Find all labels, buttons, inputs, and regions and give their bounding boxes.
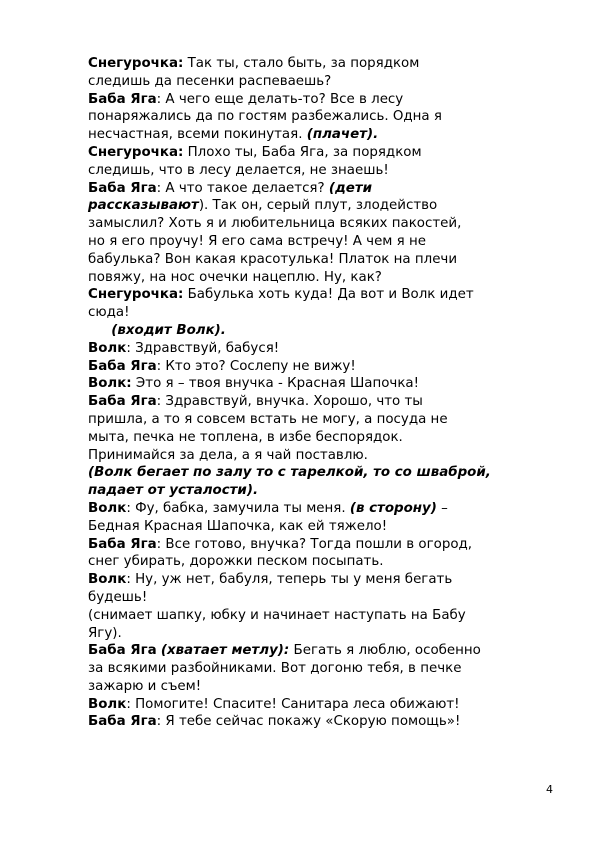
text-line bbox=[88, 215, 548, 233]
line-text: Это я – твоя внучка - Красная Шапочка! bbox=[131, 376, 420, 392]
text-line bbox=[88, 375, 548, 393]
line-text: Так ты, стало быть, за порядком bbox=[183, 56, 420, 71]
text-line bbox=[88, 482, 548, 500]
line-text: пришла, а то я совсем встать не могу, а посуда не bbox=[88, 411, 448, 427]
text-line bbox=[88, 625, 548, 643]
text-line bbox=[88, 447, 548, 465]
text-line bbox=[88, 233, 548, 251]
page-number: 4 bbox=[546, 783, 553, 796]
line-text: Ягу). bbox=[88, 625, 122, 641]
line-text: : Ну, уж нет, бабуля, теперь ты у меня бегать bbox=[126, 572, 453, 588]
text-line bbox=[88, 162, 548, 180]
speaker-name: Волк bbox=[88, 340, 127, 356]
line-text: ). Так он, серый плут, злодейство bbox=[198, 198, 438, 214]
text-line bbox=[88, 251, 548, 269]
line-text: Бабулька хоть куда! Да вот и Волк идет bbox=[183, 287, 474, 303]
text-line bbox=[88, 340, 548, 358]
stage-direction: рассказывают bbox=[88, 198, 199, 214]
speaker-name: Баба Яга bbox=[88, 91, 157, 107]
text-line bbox=[88, 197, 548, 215]
text-line bbox=[88, 429, 548, 447]
line-text: : Здравствуй, внучка. Хорошо, что ты bbox=[156, 394, 423, 410]
line-text: повяжу, на нос очечки нацеплю. Ну, как? bbox=[88, 269, 382, 285]
text-line bbox=[88, 411, 548, 429]
line-text: замыслил? Хоть я и любительница всяких пакостей, bbox=[88, 216, 462, 232]
speaker-name: Снегурочка: bbox=[88, 56, 184, 71]
stage-direction: (плачет). bbox=[306, 127, 379, 143]
text-line bbox=[88, 269, 548, 287]
text-line bbox=[88, 642, 548, 660]
stage-direction: (в сторону) bbox=[349, 500, 437, 516]
line-text: будешь! bbox=[88, 589, 148, 605]
speaker-name: Баба Яга bbox=[88, 358, 157, 374]
line-text: Плохо ты, Баба Яга, за порядком bbox=[183, 144, 422, 160]
text-line bbox=[88, 322, 548, 340]
line-text: : Все готово, внучка? Тогда пошли в огород, bbox=[156, 536, 473, 552]
text-line bbox=[88, 553, 548, 571]
speaker-name: Баба Яга bbox=[88, 714, 157, 730]
speaker-name: Снегурочка: bbox=[88, 144, 184, 160]
line-text: : Помогите! Спасите! Санитара леса обижают! bbox=[126, 696, 460, 712]
stage-direction: (хватает метлу): bbox=[160, 643, 290, 659]
speaker-name: Баба Яга bbox=[88, 180, 157, 196]
line-text: зажарю и съем! bbox=[88, 678, 202, 694]
text-line bbox=[88, 660, 548, 678]
text-line bbox=[88, 108, 548, 126]
line-text: бабулька? Вон какая красотулька! Платок на плечи bbox=[88, 251, 458, 267]
stage-direction: (дети bbox=[328, 180, 373, 196]
text-line bbox=[88, 536, 548, 554]
text-line bbox=[88, 518, 548, 536]
speaker-name: Волк bbox=[88, 572, 127, 588]
text-line bbox=[88, 696, 548, 714]
line-text: снег убирать, дорожки песком посыпать. bbox=[88, 554, 384, 570]
text-line bbox=[88, 464, 548, 482]
script-text bbox=[88, 55, 548, 731]
line-text: понаряжались да по гостям разбежались. Одна я bbox=[88, 109, 442, 125]
line-text: за всякими разбойниками. Вот догоню тебя, в печке bbox=[88, 661, 462, 677]
text-line bbox=[88, 358, 548, 376]
text-line bbox=[88, 607, 548, 625]
line-text: Бегать я люблю, особенно bbox=[289, 643, 481, 659]
speaker-name: Волк bbox=[88, 500, 127, 516]
stage-direction: (Волк бегает по залу то с тарелкой, то со шваброй, bbox=[88, 465, 491, 481]
line-text: : А что такое делается? bbox=[156, 180, 329, 196]
text-line bbox=[88, 73, 548, 91]
line-text: следишь да песенки распеваешь? bbox=[88, 73, 332, 89]
text-line bbox=[88, 126, 548, 144]
speaker-name: Баба Яга bbox=[88, 394, 157, 410]
line-text: (снимает шапку, юбку и начинает наступать на Бабу bbox=[88, 607, 466, 623]
text-line bbox=[88, 180, 548, 198]
line-text: сюда! bbox=[88, 305, 130, 321]
text-line bbox=[88, 589, 548, 607]
speaker-name: Волк bbox=[88, 696, 127, 712]
line-text: Принимайся за дела, а я чай поставлю. bbox=[88, 447, 368, 463]
line-text: мыта, печка не топлена, в избе беспорядок. bbox=[88, 429, 403, 445]
line-text: : Фу, бабка, замучила ты меня. bbox=[126, 500, 350, 516]
text-line bbox=[88, 55, 548, 73]
text-line bbox=[88, 144, 548, 162]
text-line bbox=[88, 713, 548, 731]
stage-direction: падает от усталости). bbox=[88, 483, 259, 499]
text-line bbox=[88, 286, 548, 304]
text-line bbox=[88, 500, 548, 518]
line-text: : Я тебе сейчас покажу «Скорую помощь»! bbox=[156, 714, 461, 730]
text-line bbox=[88, 678, 548, 696]
text-line bbox=[88, 393, 548, 411]
text-line bbox=[88, 571, 548, 589]
line-text: : А чего еще делать-то? Все в лесу bbox=[156, 91, 404, 107]
text-line bbox=[88, 304, 548, 322]
line-text: но я его проучу! Я его сама встречу! А чем я не bbox=[88, 233, 426, 249]
line-text: следишь, что в лесу делается, не знаешь! bbox=[88, 162, 389, 178]
speaker-name: Баба Яга bbox=[88, 536, 157, 552]
line-text: Бедная Красная Шапочка, как ей тяжело! bbox=[88, 518, 388, 534]
speaker-name: Снегурочка: bbox=[88, 287, 184, 303]
line-text: – bbox=[436, 500, 448, 516]
text-line bbox=[88, 91, 548, 109]
line-text: : Здравствуй, бабуся! bbox=[126, 340, 280, 356]
line-text: несчастная, всеми покинутая. bbox=[88, 127, 307, 143]
speaker-name: Баба Яга bbox=[88, 643, 157, 659]
speaker-name: Волк: bbox=[88, 376, 132, 392]
line-text: : Кто это? Сослепу не вижу! bbox=[156, 358, 356, 374]
stage-direction: (входит Волк). bbox=[88, 322, 226, 338]
